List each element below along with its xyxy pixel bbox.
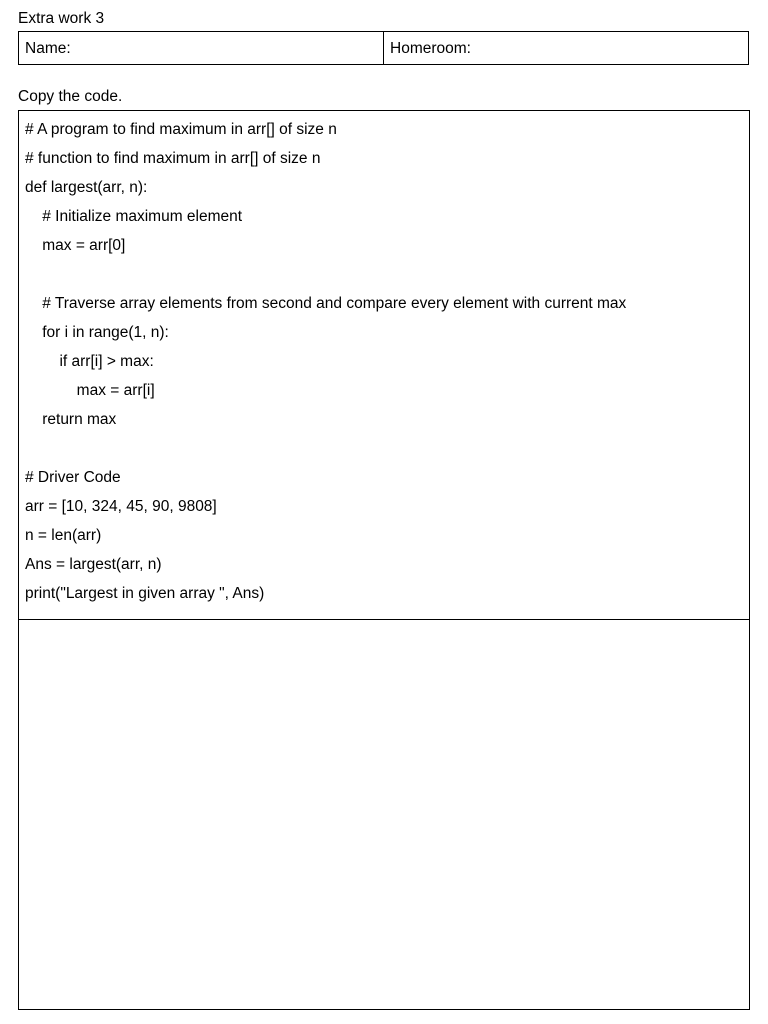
code-line: # Traverse array elements from second and compare every element with current max xyxy=(25,295,627,312)
code-line: # A program to find maximum in arr[] of size n xyxy=(25,121,337,138)
homeroom-label: Homeroom: xyxy=(390,40,471,57)
homeroom-field[interactable] xyxy=(384,32,748,64)
code-line: # Driver Code xyxy=(25,469,121,486)
code-line xyxy=(25,260,749,289)
code-line: # function to find maximum in arr[] of size n xyxy=(25,150,321,167)
name-field[interactable] xyxy=(19,32,384,64)
code-line: # Initialize maximum element xyxy=(25,208,243,225)
code-line: return max xyxy=(25,411,117,428)
code-line: for i in range(1, n): xyxy=(25,324,169,341)
answer-writing-area[interactable] xyxy=(18,619,750,1010)
code-line: Ans = largest(arr, n) xyxy=(25,556,162,573)
code-line xyxy=(25,434,749,463)
code-line: if arr[i] > max: xyxy=(25,353,154,370)
code-line: def largest(arr, n): xyxy=(25,179,148,196)
code-line: max = arr[0] xyxy=(25,237,126,254)
name-label: Name: xyxy=(25,40,71,57)
code-line: print("Largest in given array ", Ans) xyxy=(25,585,265,602)
student-info-table xyxy=(18,31,749,65)
instruction-text: Copy the code. xyxy=(18,88,123,105)
code-box xyxy=(18,110,750,620)
code-line: arr = [10, 324, 45, 90, 9808] xyxy=(25,498,217,515)
worksheet-title: Extra work 3 xyxy=(18,10,105,27)
code-line: n = len(arr) xyxy=(25,527,102,544)
code-line: max = arr[i] xyxy=(25,382,155,399)
